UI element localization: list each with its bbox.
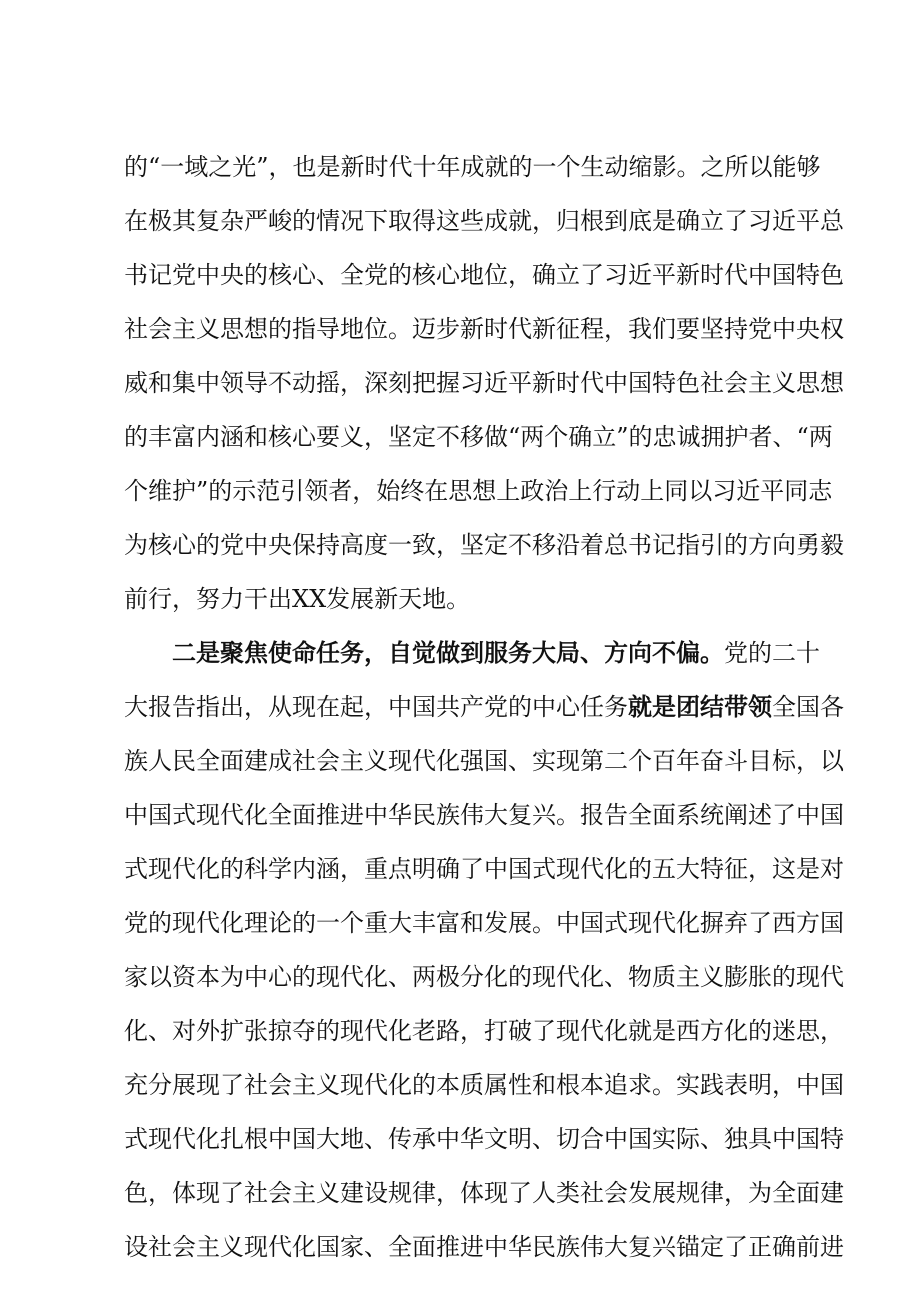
text-line: 式现代化的科学内涵，重点明确了中国式现代化的五大特征，这是对 — [124, 855, 844, 883]
bold-phrase: 就是团结带领 — [628, 692, 772, 721]
text-line: 个维护”的示范引领者，始终在思想上政治上行动上同以习近平同志 — [124, 477, 833, 505]
text-line: 社会主义思想的指导地位。迈步新时代新征程，我们要坚持党中央权 — [124, 315, 844, 343]
document-body — [124, 140, 844, 1274]
text-line: 色，体现了社会主义建设规律，体现了人类社会发展规律，为全面建 — [124, 1179, 844, 1207]
text-segment: 大报告指出，从现在起，中国共产党的中心任务 — [124, 693, 628, 721]
section-heading: 二是聚焦使命任务，自觉做到服务大局、方向不偏。 — [172, 638, 724, 667]
text-line — [124, 680, 844, 734]
text-line — [124, 626, 820, 680]
text-segment: 党的二十 — [724, 639, 820, 667]
text-line: 的“一域之光”，也是新时代十年成就的一个生动缩影。之所以能够 — [124, 153, 821, 181]
text-line: 化、对外扩张掠夺的现代化老路，打破了现代化就是西方化的迷思， — [124, 1017, 844, 1045]
text-line: 在极其复杂严峻的情况下取得这些成就，归根到底是确立了习近平总 — [124, 207, 844, 235]
text-line: 前行，努力干出XX发展新天地。 — [124, 585, 471, 613]
text-segment: 全国各 — [772, 693, 844, 721]
text-line: 党的现代化理论的一个重大丰富和发展。中国式现代化摒弃了西方国 — [124, 909, 844, 937]
text-line: 威和集中领导不动摇，深刻把握习近平新时代中国特色社会主义思想 — [124, 369, 844, 397]
text-line: 设社会主义现代化国家、全面推进中华民族伟大复兴锚定了正确前进 — [124, 1233, 844, 1261]
text-line: 的丰富内涵和核心要义，坚定不移做“两个确立”的忠诚拥护者、“两 — [124, 423, 833, 451]
text-line: 充分展现了社会主义现代化的本质属性和根本追求。实践表明，中国 — [124, 1071, 844, 1099]
text-line: 式现代化扎根中国大地、传承中华文明、切合中国实际、独具中国特 — [124, 1125, 844, 1153]
text-line: 族人民全面建成社会主义现代化强国、实现第二个百年奋斗目标，以 — [124, 747, 844, 775]
paragraph-1 — [124, 140, 844, 626]
text-line: 为核心的党中央保持高度一致，坚定不移沿着总书记指引的方向勇毅 — [124, 531, 844, 559]
text-line: 中国式现代化全面推进中华民族伟大复兴。报告全面系统阐述了中国 — [124, 801, 844, 829]
text-line: 家以资本为中心的现代化、两极分化的现代化、物质主义膨胀的现代 — [124, 963, 844, 991]
text-line: 书记党中央的核心、全党的核心地位，确立了习近平新时代中国特色 — [124, 261, 844, 289]
paragraph-2 — [124, 626, 844, 1274]
